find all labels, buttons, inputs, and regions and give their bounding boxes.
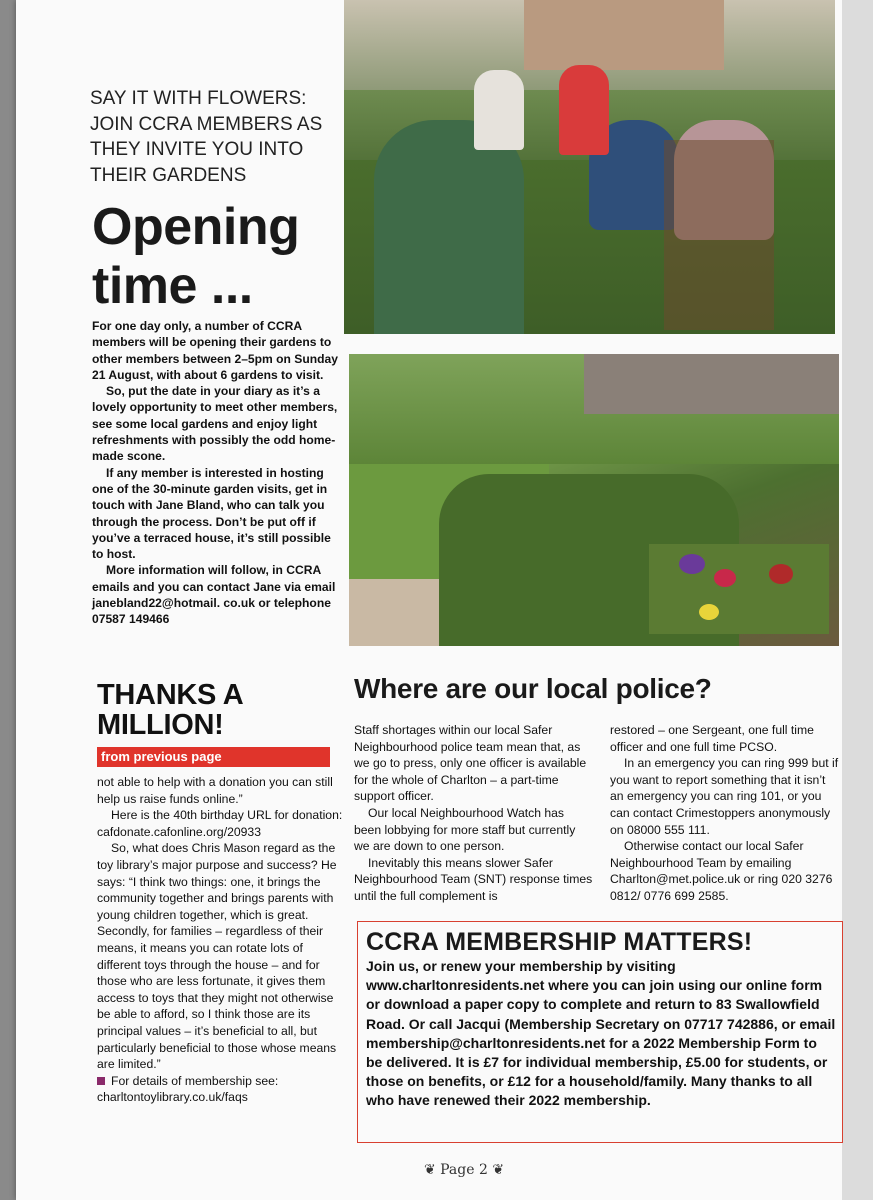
police-column-1	[354, 722, 594, 905]
thanks-article-body	[97, 774, 343, 1106]
paragraph: So, put the date in your diary as it’s a lovely opportunity to meet other members, see some local gardens and enjoy light refreshments with possibly the odd home-made scone.	[92, 384, 338, 464]
bullet-square-icon	[97, 1077, 105, 1085]
ornament-left-icon: ❦	[423, 1162, 441, 1178]
garden-plants-photo	[349, 354, 839, 646]
thanks-heading	[97, 680, 337, 740]
page-footer	[404, 1162, 524, 1178]
page-number: Page 2	[440, 1162, 488, 1178]
title-line-2: time ...	[92, 257, 253, 315]
ornament-right-icon: ❦	[487, 1162, 505, 1178]
paragraph: For one day only, a number of CCRA members will be opening their gardens to other members between 2–5pm on Sunday 21 August, with about 6 gardens to visit.	[92, 319, 338, 382]
details-line	[97, 1073, 343, 1090]
continued-label: from previous page	[101, 749, 222, 764]
police-column-2	[610, 722, 840, 905]
membership-body: Join us, or renew your membership by visiting www.charltonresidents.net where you can join using our online form or download a paper copy to complete and return to 83 Swallowfield Road. Or call Jacqui (Membership Secretary on 07717 742886, or email membership@charltonresidents.net for a 2022 Membership Form to be delivered. It is £7 for individual membership, £5.00 for students, or those on benefits, or £12 for a household/family. Many thanks to all who have renewed their 2022 membership.	[366, 958, 836, 1109]
details-url: charltontoylibrary.co.uk/faqs	[97, 1090, 248, 1105]
paragraph: restored – one Sergeant, one full time officer and one full time PCSO.	[610, 723, 814, 754]
membership-title: CCRA MEMBERSHIP MATTERS!	[366, 928, 753, 956]
paragraph: Inevitably this means slower Safer Neighbourhood Team (SNT) response times until the full complement is	[354, 855, 593, 903]
article-kicker: SAY IT WITH FLOWERS: JOIN CCRA MEMBERS AS THEY INVITE YOU INTO THEIR GARDENS	[90, 88, 323, 186]
article-title	[92, 198, 342, 316]
police-article-title: Where are our local police?	[354, 673, 712, 704]
thanks-line-2: MILLION!	[97, 709, 224, 741]
title-line-1: Opening	[92, 198, 300, 256]
garden-party-photo	[344, 0, 835, 334]
paragraph: not able to help with a donation you can still help us raise funds online.”	[97, 775, 333, 806]
paragraph: Staff shortages within our local Safer Neighbourhood police team mean that, as we go to press, only one officer is available for the whole of Charlton – a part-time support officer.	[354, 723, 587, 804]
thanks-line-1: THANKS A	[97, 679, 244, 711]
paragraph: Our local Neighbourhood Watch has been lobbying for more staff but currently we are down to one person.	[354, 805, 576, 854]
paragraph: Here is the 40th birthday URL for donation: cafdonate.cafonline.org/20933	[97, 808, 343, 839]
opening-article-body	[92, 318, 342, 628]
paragraph: In an emergency you can ring 999 but if you want to report something that it isn’t an emergency you can ring 101, or you can contact Crimestoppers anonymously on 08000 555 111.	[610, 756, 839, 837]
paragraph: More information will follow, in CCRA emails and you can contact Jane via email janebland22@hotmail. co.uk or telephone 07587 149466	[92, 563, 336, 627]
paragraph: If any member is interested in hosting one of the 30-minute garden visits, get in touch with Jane Bland, who can talk you through the process. Don’t be put off if you’ve a terraced house, it’s still possible to host.	[92, 465, 331, 562]
paragraph: So, what does Chris Mason regard as the toy library’s major purpose and success? He says: “I think two things: one, it brings the community together and brings parents with young children together, which is great. Secondly, for families – regardless of their means, it means you can rotate lots of different toys through the house – and for those who are less fortunate, it gives them access to toys that they might not otherwise be able to afford, so I think those are its principal values – it’s beneficial to all, but particularly beneficial to those whose means are limited.”	[97, 841, 337, 1072]
details-label: For details of membership see:	[111, 1073, 279, 1088]
paragraph: Otherwise contact our local Safer Neighbourhood Team by emailing Charlton@met.police.uk or ring 020 3276 0812/ 0776 699 2585.	[610, 839, 833, 903]
continued-banner	[97, 747, 330, 767]
adjacent-page-edge	[842, 0, 873, 1200]
